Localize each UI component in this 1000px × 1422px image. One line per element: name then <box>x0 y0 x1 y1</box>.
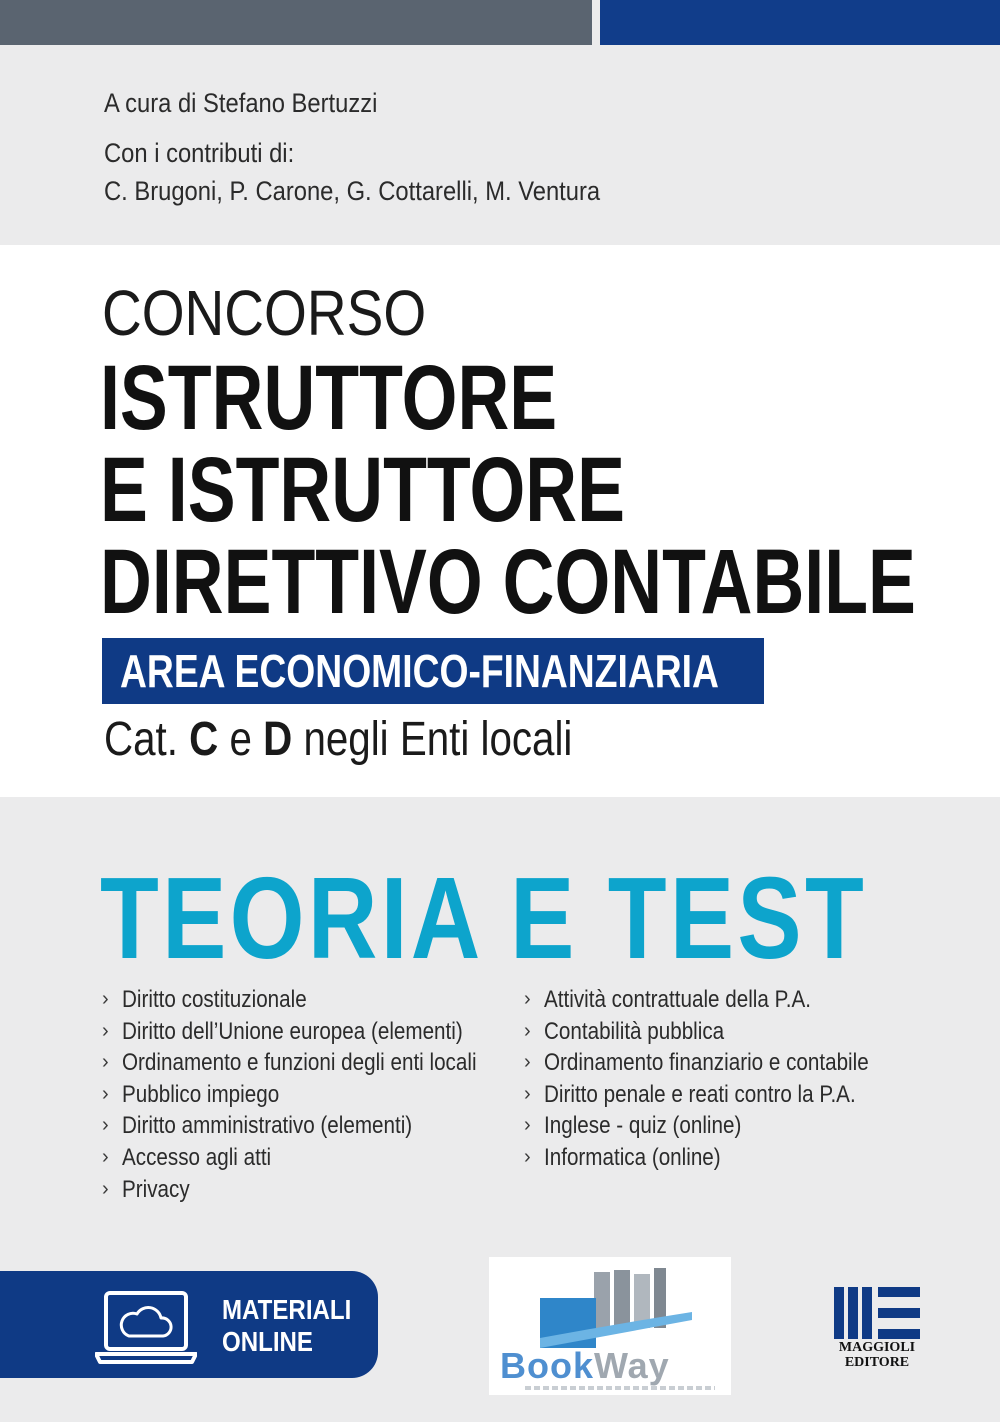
chevron-right-icon: › <box>102 1177 109 1200</box>
chevron-right-icon: › <box>102 988 109 1010</box>
category-suffix: negli Enti locali <box>292 713 573 766</box>
list-item: › Contabilità pubblica <box>522 1016 922 1048</box>
maggioli-logo-icon <box>834 1287 920 1339</box>
top-bar-blue <box>600 0 1000 45</box>
chevron-right-icon: › <box>524 1019 531 1042</box>
topics-list-right <box>522 984 922 1174</box>
category-d: D <box>263 713 293 766</box>
chevron-right-icon: › <box>102 1051 109 1074</box>
chevron-right-icon: › <box>524 1051 531 1074</box>
category-line <box>104 712 572 768</box>
contributors-label: Con i contributi di: <box>104 138 295 168</box>
chevron-right-icon: › <box>524 988 531 1010</box>
list-item: › Pubblico impiego <box>100 1079 534 1111</box>
title-kicker: CONCORSO <box>102 277 427 349</box>
chevron-right-icon: › <box>102 1145 109 1168</box>
list-item: › Diritto amministrativo (elementi) <box>100 1110 534 1142</box>
top-bar-gray <box>0 0 592 45</box>
laptop-cloud-icon <box>95 1290 197 1366</box>
title-line-3: DIRETTIVO CONTABILE <box>100 531 916 633</box>
contributors: C. Brugoni, P. Carone, G. Cottarelli, M. Ventura <box>104 176 601 206</box>
list-item: › Ordinamento e funzioni degli enti locali <box>100 1047 534 1079</box>
chevron-right-icon: › <box>524 1082 531 1105</box>
books-icon <box>536 1268 696 1354</box>
chevron-right-icon: › <box>102 1082 109 1105</box>
publisher-name: MAGGIOLI EDITORE <box>838 1340 916 1370</box>
title-line-1: ISTRUTTORE <box>100 347 558 449</box>
list-item: › Informatica (online) <box>522 1142 922 1174</box>
bookway-logo-text: BookWay <box>500 1345 670 1386</box>
list-item: › Ordinamento finanziario e contabile <box>522 1047 922 1079</box>
chevron-right-icon: › <box>524 1114 531 1137</box>
chevron-right-icon: › <box>102 1114 109 1137</box>
chevron-right-icon: › <box>102 1019 109 1042</box>
category-prefix: Cat. <box>104 713 190 766</box>
headline: TEORIA E TEST <box>100 853 868 983</box>
credits <box>104 84 668 210</box>
topics-list-left <box>100 984 534 1205</box>
category-mid: e <box>218 713 264 766</box>
list-item: › Attività contrattuale della P.A. <box>522 984 922 1016</box>
list-item: › Inglese - quiz (online) <box>522 1110 922 1142</box>
online-materials-label: MATERIALI ONLINE <box>222 1294 352 1357</box>
curator: A cura di Stefano Bertuzzi <box>104 88 378 118</box>
title-line-2: E ISTRUTTORE <box>100 439 625 541</box>
list-item: › Diritto penale e reati contro la P.A. <box>522 1079 922 1111</box>
list-item: › Diritto costituzionale <box>100 984 534 1016</box>
list-item: › Accesso agli atti <box>100 1142 534 1174</box>
list-item: › Privacy <box>100 1174 534 1206</box>
bookway-tagline <box>525 1386 715 1390</box>
category-c: C <box>189 713 219 766</box>
chevron-right-icon: › <box>524 1145 531 1168</box>
area-label: AREA ECONOMICO-FINANZIARIA <box>120 645 719 697</box>
list-item: › Diritto dell’Unione europea (elementi) <box>100 1016 534 1048</box>
